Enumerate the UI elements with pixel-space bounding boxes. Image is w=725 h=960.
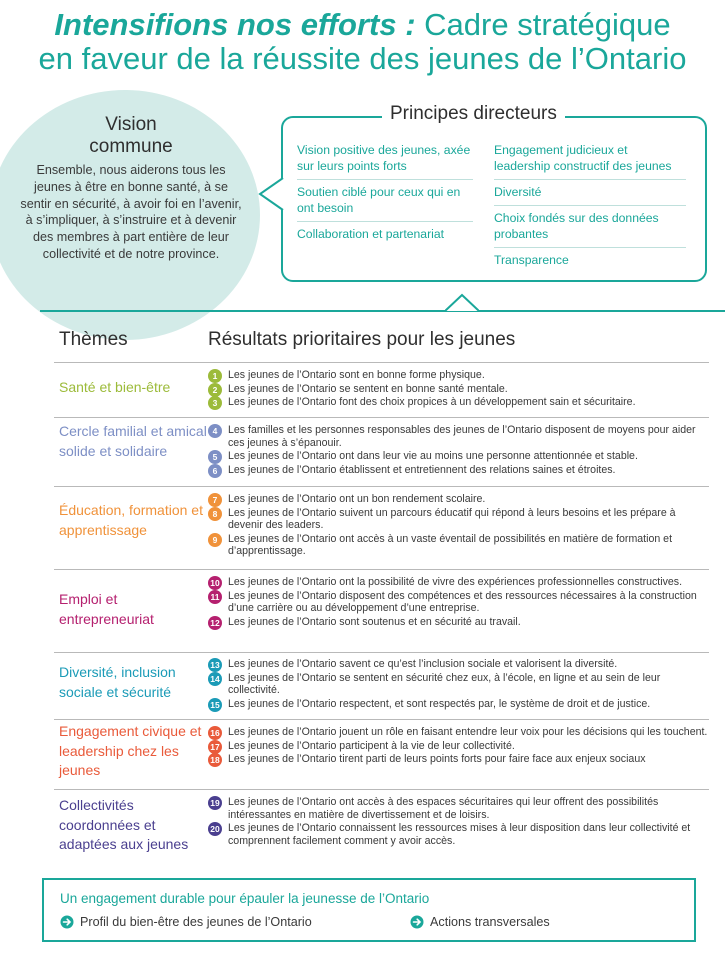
outcome-text: Les jeunes de l’Ontario se sentent en bonne santé mentale.: [228, 382, 508, 395]
outcome-text: Les jeunes de l’Ontario savent ce qu’est l’inclusion sociale et valorisent la diversité.: [228, 658, 618, 670]
outcome-list: [208, 424, 708, 477]
outcome-item: [208, 753, 708, 766]
outcome-item: [208, 507, 708, 532]
principle-item: Transparence: [494, 253, 569, 267]
outcome-text: Les jeunes de l’Ontario ont la possibilité de vivre des expériences professionnelles constructives.: [228, 576, 683, 588]
outcome-text: Les jeunes de l’Ontario tirent parti de leurs points forts pour faire face aux enjeux sociaux: [228, 753, 646, 766]
outcome-text: Les jeunes de l’Ontario ont accès à un vaste éventail de possibilités en matière de formation et d’apprentissage.: [228, 532, 673, 558]
number-badge: 20: [208, 822, 222, 836]
outcome-item: [208, 796, 708, 821]
theme-row-education: [54, 486, 709, 568]
theme-row-diversity: [54, 652, 709, 718]
outcome-text: Les jeunes de l’Ontario ont accès à des espaces sécuritaires qui leur offrent des possibilités intéressantes en matière de divertissement et de loisirs.: [228, 796, 659, 821]
outcome-text: Les jeunes de l’Ontario jouent un rôle en faisant entendre leur voix pour les décisions qui les touchent.: [228, 726, 708, 738]
outcome-item: [208, 658, 708, 671]
outcome-item: [208, 424, 708, 449]
outcome-text: Les jeunes de l’Ontario suivent un parcours éducatif qui répond à leurs besoins et les prépare à devenir des leaders.: [228, 506, 676, 532]
theme-row-engagement: [54, 719, 709, 788]
principles-title: Principes directeurs: [382, 103, 565, 125]
title-line2: en faveur de la réussite des jeunes de l’Ontario: [38, 41, 687, 76]
outcome-text: Les familles et les personnes responsables des jeunes de l’Ontario disposent de moyens pour aider ces jeunes à s’épanouir.: [228, 424, 696, 449]
outcome-item: [208, 493, 708, 506]
outcome-list: [208, 369, 708, 410]
number-badge: 12: [208, 616, 222, 630]
outcome-text: Les jeunes de l’Ontario connaissent les ressources mises à leur disposition dans leur collectivité et comprennent facilement comment y avoir accès.: [228, 822, 691, 847]
outcome-item: [208, 450, 708, 463]
theme-label: Santé et bien-être: [59, 379, 171, 395]
outcome-item: [208, 576, 708, 589]
number-badge: 19: [208, 796, 222, 810]
outcome-item: [208, 822, 708, 847]
number-badge: 15: [208, 698, 222, 712]
principle-item: Diversité: [494, 180, 686, 206]
outcome-text: Les jeunes de l’Ontario disposent des compétences et des ressources nécessaires à la construction d’une carrière ou au développement d’une entreprise.: [228, 589, 697, 615]
outcome-item: [208, 396, 708, 409]
outcome-item: [208, 369, 708, 382]
outcome-item: [208, 672, 708, 697]
principle-item: Choix fondés sur des données probantes: [494, 206, 686, 248]
vision-title-line2: commune: [89, 136, 173, 157]
commitment-item-label: Profil du bien-être des jeunes de l’Ontario: [80, 915, 312, 929]
outcome-list: [208, 493, 708, 559]
commitment-link-actions[interactable]: [410, 915, 550, 929]
title-bold: Intensifions nos efforts :: [54, 7, 416, 42]
results-header: Résultats prioritaires pour les jeunes: [208, 329, 516, 350]
number-badge: 8: [208, 507, 222, 521]
theme-row-family: [54, 417, 709, 485]
number-badge: 7: [208, 493, 222, 507]
section-divider: [40, 310, 725, 312]
commitment-item-label: Actions transversales: [430, 915, 550, 929]
theme-label: Cercle familial et amical solide et solidaire: [59, 423, 207, 459]
number-badge: 14: [208, 672, 222, 686]
speech-pointer: [258, 178, 292, 212]
number-badge: 18: [208, 753, 222, 767]
number-badge: 2: [208, 383, 222, 397]
outcome-list: [208, 658, 708, 711]
theme-row-communities: [54, 789, 709, 859]
principle-item: Soutien ciblé pour ceux qui en ont besoin: [297, 180, 473, 222]
number-badge: 11: [208, 590, 222, 604]
theme-label: Collectivités coordonnées et adaptées aux jeunes: [59, 797, 189, 852]
number-badge: 13: [208, 658, 222, 672]
outcome-item: [208, 616, 708, 629]
vision-body: Ensemble, nous aiderons tous les jeunes à être en bonne santé, à se sentir en sécurité, à avoir foi en l’avenir, à s’impliquer, à s’instruire et à devenir des membres à part entière de leur collectivité et de notre province.: [20, 163, 242, 261]
outcome-text: Les jeunes de l’Ontario ont dans leur vie au moins une personne attentionnée et stable.: [228, 450, 638, 463]
outcome-item: [208, 590, 708, 615]
number-badge: 4: [208, 424, 222, 438]
outcome-item: [208, 383, 708, 396]
theme-row-employment: [54, 569, 709, 651]
commitment-title: Un engagement durable pour épauler la jeunesse de l’Ontario: [60, 891, 430, 906]
outcome-text: Les jeunes de l’Ontario établissent et entretiennent des relations saines et étroites.: [228, 463, 616, 476]
theme-row-health: [54, 362, 709, 416]
outcome-item: [208, 698, 708, 711]
vision-title-line1: Vision: [105, 114, 157, 135]
outcome-item: [208, 740, 708, 753]
page-title: [0, 8, 725, 76]
number-badge: 5: [208, 450, 222, 464]
outcome-list: [208, 726, 708, 767]
theme-label: Emploi et entrepreneuriat: [59, 591, 154, 627]
principles-right-column: [494, 138, 686, 273]
vision-block: [18, 114, 244, 263]
outcome-item: [208, 726, 708, 739]
theme-label: Éducation, formation et apprentissage: [59, 502, 203, 538]
outcome-list: [208, 576, 708, 629]
outcome-list: [208, 796, 708, 848]
principle-item: Vision positive des jeunes, axée sur leurs points forts: [297, 138, 473, 180]
outcome-text: Les jeunes de l’Ontario respectent, et sont respectés par, le système de droit et de justice.: [228, 697, 651, 710]
themes-header: Thèmes: [59, 329, 128, 350]
outcome-item: [208, 533, 708, 558]
title-rest: Cadre stratégique: [424, 7, 671, 42]
vision-title: [18, 114, 244, 158]
theme-label: Diversité, inclusion sociale et sécurité: [59, 664, 176, 700]
arrow-circle-icon: [410, 915, 424, 929]
outcome-text: Les jeunes de l’Ontario ont un bon rendement scolaire.: [228, 493, 486, 505]
principle-item: Engagement judicieux et leadership constructif des jeunes: [494, 138, 686, 180]
number-badge: 6: [208, 464, 222, 478]
commitment-box: [42, 878, 696, 942]
outcome-text: Les jeunes de l’Ontario se sentent en sécurité chez eux, à l’école, en ligne et au sein de leur collectivité.: [228, 671, 661, 697]
number-badge: 3: [208, 396, 222, 410]
principle-item: Collaboration et partenariat: [297, 227, 445, 241]
outcome-text: Les jeunes de l’Ontario sont en bonne forme physique.: [228, 369, 485, 381]
principles-left-column: [297, 138, 473, 247]
number-badge: 10: [208, 576, 222, 590]
arrow-circle-icon: [60, 915, 74, 929]
number-badge: 16: [208, 726, 222, 740]
outcome-text: Les jeunes de l’Ontario participent à la vie de leur collectivité.: [228, 739, 515, 752]
outcome-text: Les jeunes de l’Ontario sont soutenus et en sécurité au travail.: [228, 615, 521, 628]
outcome-text: Les jeunes de l’Ontario font des choix propices à un développement sain et sécuritaire.: [228, 396, 636, 409]
number-badge: 1: [208, 369, 222, 383]
number-badge: 17: [208, 740, 222, 754]
number-badge: 9: [208, 533, 222, 547]
theme-label: Engagement civique et leadership chez les jeunes: [59, 723, 202, 778]
divider-notch-icon: [445, 293, 479, 313]
outcome-item: [208, 464, 708, 477]
commitment-link-profile[interactable]: [60, 915, 312, 929]
